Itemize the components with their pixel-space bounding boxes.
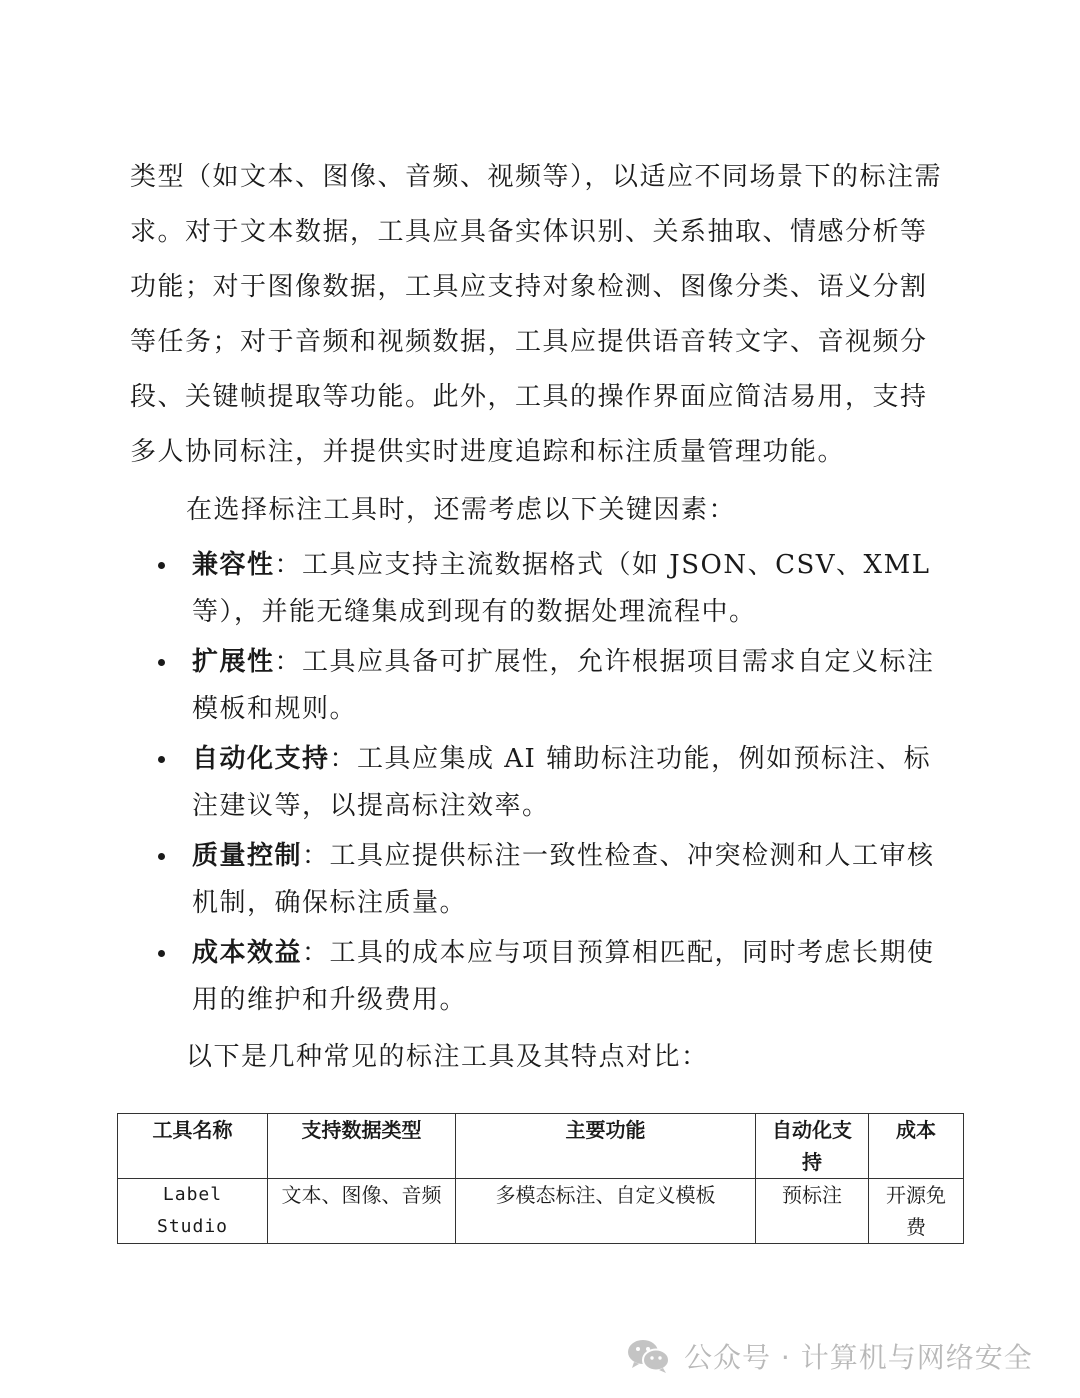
bullet-text: ：工具应具备可扩展性，允许根据项目需求自定义标注模板和规则。: [192, 647, 935, 724]
header-main-features: 主要功能: [456, 1114, 756, 1179]
bullet-dot-icon: [158, 853, 165, 860]
bullet-dot-icon: [158, 562, 165, 569]
cell-cost: 开源免费: [869, 1179, 964, 1244]
list-item: [130, 930, 950, 1024]
bullet-dot-icon: [158, 950, 165, 957]
bullet-text: ：工具的成本应与项目预算相匹配，同时考虑长期使用的维护和升级费用。: [192, 938, 935, 1015]
bullet-text: ：工具应提供标注一致性检查、冲突检测和人工审核机制，确保标注质量。: [192, 841, 935, 918]
header-data-types: 支持数据类型: [268, 1114, 456, 1179]
table-row: [118, 1179, 964, 1244]
list-item: [130, 736, 950, 830]
bullet-term: 扩展性: [192, 647, 275, 677]
list-item: [130, 639, 950, 733]
header-automation: 自动化支持: [756, 1114, 869, 1179]
bullet-term: 成本效益: [192, 938, 303, 968]
header-tool-name: 工具名称: [118, 1114, 268, 1179]
cell-automation: 预标注: [756, 1179, 869, 1244]
body-paragraph-2: 在选择标注工具时，还需考虑以下关键因素：: [186, 495, 737, 525]
cell-tool-name: Label Studio: [118, 1179, 268, 1244]
tool-comparison-table: [117, 1113, 964, 1244]
bullet-dot-icon: [158, 659, 165, 666]
bullet-dot-icon: [158, 756, 165, 763]
bullet-term: 兼容性: [192, 550, 275, 580]
factor-list: [130, 542, 950, 1027]
list-item: [130, 833, 950, 927]
cell-data-types: 文本、图像、音频: [268, 1179, 456, 1244]
wechat-icon: [626, 1337, 672, 1375]
watermark: [626, 1334, 1033, 1378]
bullet-text: ：工具应支持主流数据格式（如 JSON、CSV、XML 等），并能无缝集成到现有的数据处理流程中。: [192, 550, 931, 627]
table-header-row: [118, 1114, 964, 1179]
bullet-term: 质量控制: [192, 841, 303, 871]
list-item: [130, 542, 950, 636]
body-paragraph-1: 类型（如文本、图像、音频、视频等），以适应不同场景下的标注需求。对于文本数据，工具应具备实体识别、关系抽取、情感分析等功能；对于图像数据，工具应支持对象检测、图像分类、语义分割等任务；对于音频和视频数据，工具应提供语音转文字、音视频分段、关键帧提取等功能。此外，工具的操作界面应简洁易用，支持多人协同标注，并提供实时进度追踪和标注质量管理功能。: [130, 162, 943, 467]
cell-main-features: 多模态标注、自定义模板: [456, 1179, 756, 1244]
header-cost: 成本: [869, 1114, 964, 1179]
watermark-text: 公众号 · 计算机与网络安全: [684, 1341, 1033, 1374]
bullet-term: 自动化支持: [192, 744, 330, 774]
bullet-text: ：工具应集成 AI 辅助标注功能，例如预标注、标注建议等，以提高标注效率。: [192, 744, 932, 821]
body-paragraph-3: 以下是几种常见的标注工具及其特点对比：: [186, 1042, 709, 1072]
